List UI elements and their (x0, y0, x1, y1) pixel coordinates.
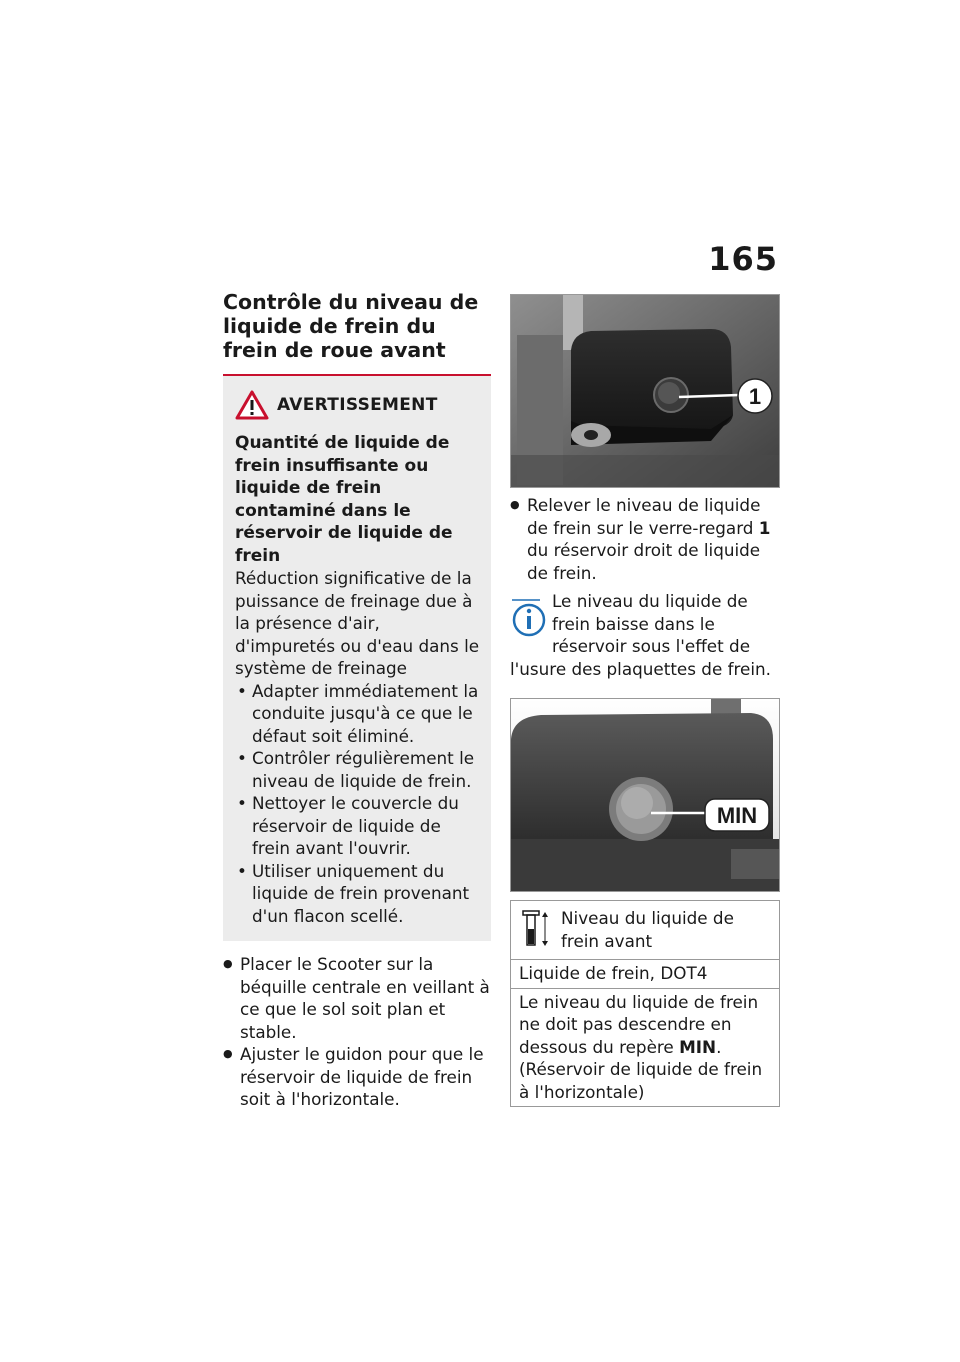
procedure-steps-right (510, 494, 780, 584)
procedure-steps (223, 953, 491, 1111)
ref-min: MIN (679, 1036, 717, 1057)
list-item: ● Relever le niveau de liquide de frein sur le verre-regard 1 du réservoir droit de liquide de frein. (510, 494, 780, 584)
note-text: Le niveau du liquide de frein baisse dans le réservoir sous l'effet de l'usure des plaquettes de frein. (510, 591, 772, 679)
list-item: • Utiliser uniquement du liquide de frein provenant d'un flacon scellé. (235, 860, 481, 928)
warning-box (223, 376, 491, 941)
list-item: • Nettoyer le couvercle du réservoir de liquide de frein avant l'ouvrir. (235, 792, 481, 860)
warning-hazard: Quantité de liquide de frein insuffisante ou liquide de frein contaminé dans le réservoir de liquide de frein (235, 433, 453, 566)
warning-header (235, 390, 481, 420)
list-item: • Contrôler régulièrement le niveau de liquide de frein. (235, 747, 481, 792)
right-column (510, 294, 780, 1107)
list-item: ● Ajuster le guidon pour que le réservoir de liquide de frein soit à l'horizontale. (223, 1043, 491, 1111)
spec-heading: Niveau du liquide de frein avant (561, 908, 734, 951)
spec-table (510, 900, 780, 1107)
min-mark-illustration (511, 699, 779, 891)
info-note (510, 590, 780, 680)
warning-triangle-icon (235, 390, 269, 420)
spec-description: Le niveau du liquide de frein ne doit pas descendre en dessous du repère MIN. (Réservoir de liquide de frein à l'horizontale) (519, 991, 763, 1102)
list-item: • Adapter immédiatement la conduite jusqu'à ce que le défaut soit éliminé. (235, 680, 481, 748)
left-column (223, 290, 491, 1111)
fluid-level-icon (519, 909, 553, 949)
section-title: Contrôle du niveau de liquide de frein du frein de roue avant (223, 290, 491, 376)
info-icon (510, 596, 548, 640)
list-item: ● Placer le Scooter sur la béquille centrale en veillant à ce que le sol soit plan et stable. (223, 953, 491, 1043)
callout-1: 1 (748, 384, 762, 409)
page-number: 165 (708, 240, 778, 278)
spec-header (511, 901, 779, 960)
reservoir-photo (510, 294, 780, 488)
warning-measures (229, 680, 481, 928)
warning-consequence: Réduction significative de la puissance de freinage due à la présence d'air, d'impuretés ou d'eau dans le système de freinage (235, 568, 480, 678)
min-mark-photo (510, 698, 780, 892)
ref-1: 1 (758, 517, 771, 538)
callout-min: MIN (716, 803, 758, 828)
spec-fluid-type: Liquide de frein, DOT4 (511, 960, 779, 989)
warning-label: AVERTISSEMENT (277, 395, 438, 415)
reservoir-illustration (511, 295, 779, 487)
